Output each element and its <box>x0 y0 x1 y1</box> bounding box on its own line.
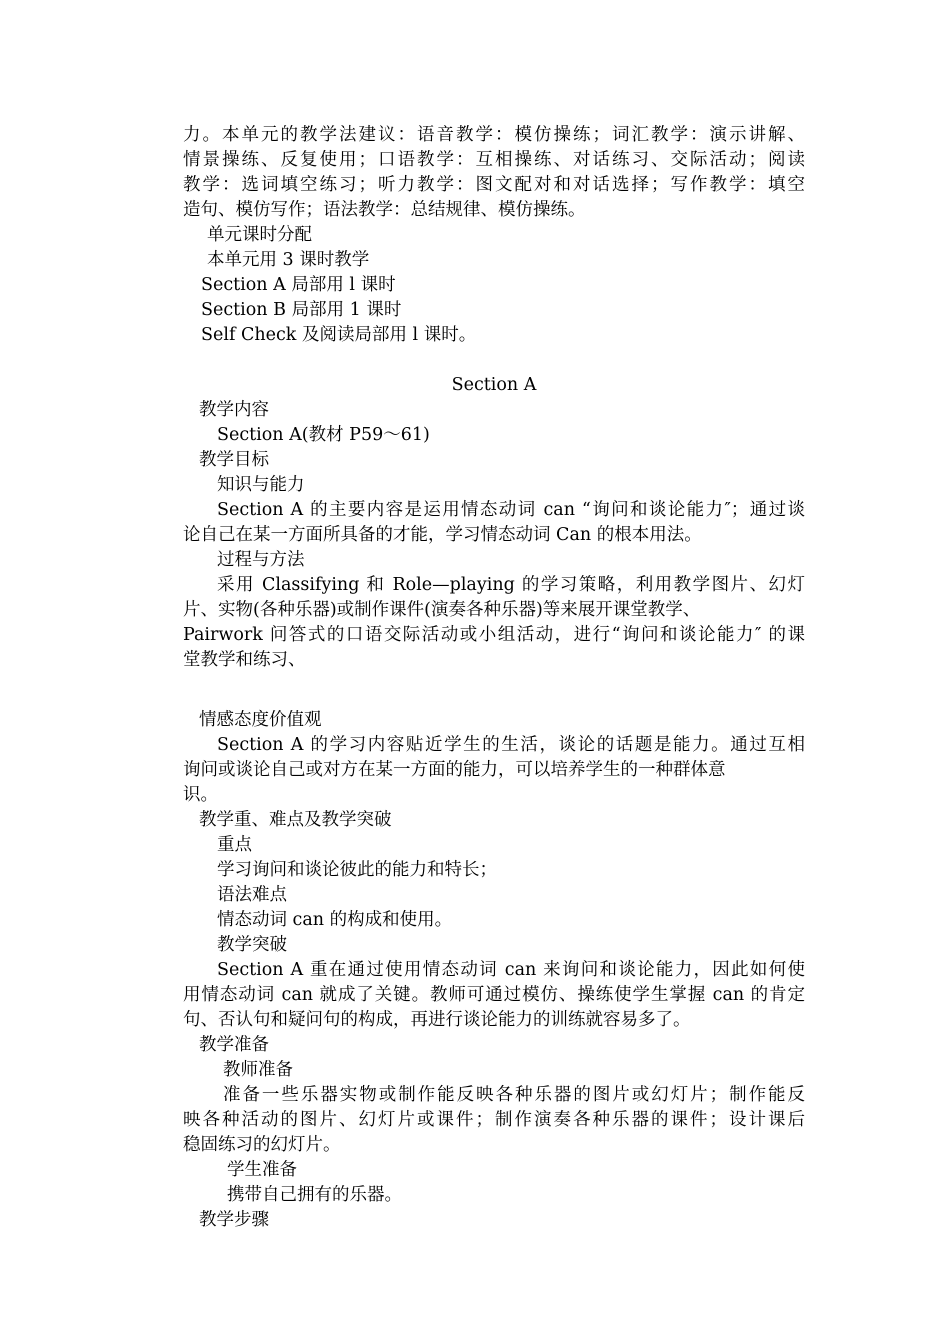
schedule-section-b: Section B 局部用 1 课时 <box>201 300 402 320</box>
breakthrough-line-2: 用情态动词 can 就成了关键。教师可通过模仿、操练使学生掌握 can 的肯定 <box>183 985 805 1005</box>
intro-line-2: 情景操练、反复使用；口语教学：互相操练、对话练习、交际活动；阅读 <box>183 150 805 170</box>
knowledge-heading: 知识与能力 <box>217 475 305 495</box>
teacher-prep-line-1: 准备一些乐器实物或制作能反映各种乐器的图片或幻灯片；制作能反 <box>223 1085 805 1105</box>
schedule-section-a: Section A 局部用 l 课时 <box>201 275 396 295</box>
breakthrough-line-1: Section A 重在通过使用情态动词 can 来询问和谈论能力，因此如何使 <box>217 960 805 980</box>
goals-heading: 教学目标 <box>199 450 269 470</box>
intro-line-3: 教学：选词填空练习；听力教学：图文配对和对话选择；写作教学：填空 <box>183 175 805 195</box>
process-line-2: 片、实物(各种乐器)或制作课件(演奏各种乐器)等来展开课堂教学、 <box>183 600 701 620</box>
schedule-total: 本单元用 3 课时教学 <box>207 250 370 270</box>
attitude-line-2: 询问或谈论自己或对方在某一方面的能力，可以培养学生的一种群体意 <box>183 760 726 780</box>
key-points-heading: 教学重、难点及教学突破 <box>199 810 392 830</box>
attitude-line-1: Section A 的学习内容贴近学生的生活，谈论的话题是能力。通过互相 <box>217 735 805 755</box>
content-text: Section A(教材 P59～61) <box>217 425 430 445</box>
process-heading: 过程与方法 <box>217 550 305 570</box>
process-line-4: 堂教学和练习、 <box>183 650 306 670</box>
focus-heading: 重点 <box>217 835 252 855</box>
knowledge-line-2: 论自己在某一方面所具备的才能，学习情态动词 Can 的根本用法。 <box>183 525 702 545</box>
steps-heading: 教学步骤 <box>199 1210 269 1230</box>
schedule-heading: 单元课时分配 <box>207 225 312 245</box>
student-prep-text: 携带自己拥有的乐器。 <box>227 1185 402 1205</box>
attitude-heading: 情感态度价值观 <box>199 710 322 730</box>
teacher-prep-line-3: 稳固练习的幻灯片。 <box>183 1135 341 1155</box>
student-prep-heading: 学生准备 <box>227 1160 297 1180</box>
knowledge-line-1: Section A 的主要内容是运用情态动词 can “询问和谈论能力″；通过谈 <box>217 500 805 520</box>
process-line-1: 采用 Classifying 和 Role—playing 的学习策略，利用教学图片、幻灯 <box>217 575 805 595</box>
difficulty-heading: 语法难点 <box>217 885 287 905</box>
intro-line-1: 力。本单元的教学法建议：语音教学：模仿操练；词汇教学：演示讲解、 <box>183 125 805 145</box>
breakthrough-line-3: 句、否认句和疑问句的构成，再进行谈论能力的训练就容易多了。 <box>183 1010 691 1030</box>
document-page <box>183 123 805 1233</box>
intro-line-4: 造句、模仿写作；语法教学：总结规律、模仿操练。 <box>183 200 586 220</box>
focus-text: 学习询问和谈论彼此的能力和特长； <box>217 860 497 880</box>
preparation-heading: 教学准备 <box>199 1035 269 1055</box>
spacer <box>183 348 805 373</box>
breakthrough-heading: 教学突破 <box>217 935 287 955</box>
difficulty-text: 情态动词 can 的构成和使用。 <box>217 910 453 930</box>
teacher-prep-heading: 教师准备 <box>223 1060 293 1080</box>
content-heading: 教学内容 <box>199 400 269 420</box>
spacer <box>183 673 805 708</box>
process-line-3: Pairwork 问答式的口语交际活动或小组活动，进行“询问和谈论能力″ 的课 <box>183 625 805 645</box>
attitude-line-3: 识。 <box>183 785 218 805</box>
section-title: Section A <box>451 375 537 395</box>
schedule-self-check: Self Check 及阅读局部用 l 课时。 <box>201 325 477 345</box>
teacher-prep-line-2: 映各种活动的图片、幻灯片或课件；制作演奏各种乐器的课件；设计课后 <box>183 1110 805 1130</box>
